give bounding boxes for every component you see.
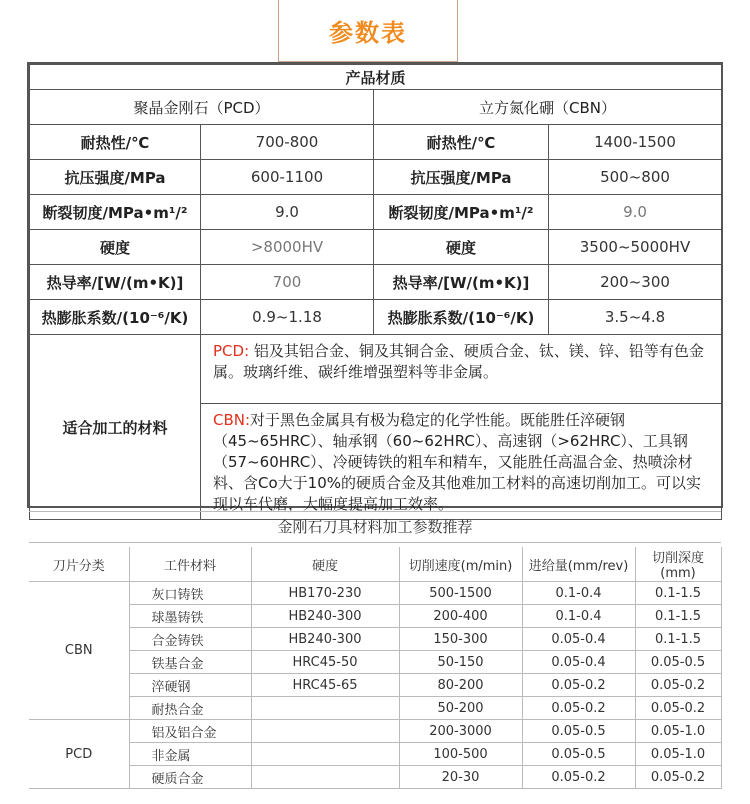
hardness-cell — [251, 743, 399, 766]
pcd-heading: 聚晶金刚石（PCD） — [30, 90, 374, 125]
table-row — [29, 651, 721, 674]
pcd-value: 600-1100 — [201, 160, 374, 195]
table-row — [29, 743, 721, 766]
feed-cell: 0.1-0.4 — [522, 582, 635, 605]
pcd-materials-text — [201, 335, 722, 404]
speed-cell: 80-200 — [399, 674, 522, 697]
table-row — [29, 605, 721, 628]
hardness-cell — [251, 720, 399, 743]
feed-cell: 0.05-0.2 — [522, 766, 635, 789]
cbn-heading: 立方氮化硼（CBN） — [374, 90, 722, 125]
column-header: 硬度 — [251, 547, 399, 582]
speed-cell: 100-500 — [399, 743, 522, 766]
pcd-value: 9.0 — [201, 195, 374, 230]
cbn-property: 耐热性/℃ — [374, 125, 549, 160]
table-row — [29, 582, 721, 605]
table-row — [29, 766, 721, 789]
cbn-value: 3.5~4.8 — [549, 300, 722, 335]
workpiece-cell: 合金铸铁 — [129, 628, 251, 651]
pcd-property: 断裂韧度/MPa•m¹/² — [30, 195, 201, 230]
pcd-value: 0.9~1.18 — [201, 300, 374, 335]
feed-cell: 0.05-0.5 — [522, 743, 635, 766]
cbn-description: 对于黑色金属具有极为稳定的化学性能。既能胜任淬硬钢（45~65HRC）、轴承钢（60~62HRC）、高速钢（>62HRC）、工具钢（57~60HRC）、冷硬铸铁的粗车和精车，又能胜任高温合金、热喷涂材料、含Co大于10%的硬质合金及其他难加工材料的高速切削加工。可以实现以车代磨，大幅度提高加工效率。 — [213, 411, 701, 513]
workpiece-cell: 耐热合金 — [129, 697, 251, 720]
column-header: 切削速度(m/min) — [399, 547, 522, 582]
feed-cell: 0.05-0.4 — [522, 651, 635, 674]
depth-cell: 0.05-0.5 — [635, 651, 721, 674]
feed-cell: 0.1-0.4 — [522, 605, 635, 628]
feed-cell: 0.05-0.2 — [522, 697, 635, 720]
feed-cell: 0.05-0.4 — [522, 628, 635, 651]
workpiece-cell: 铝及铝合金 — [129, 720, 251, 743]
pcd-value: 700-800 — [201, 125, 374, 160]
pcd-property: 热导率/[W/(m•K)] — [30, 265, 201, 300]
speed-cell: 500-1500 — [399, 582, 522, 605]
depth-cell: 0.05-0.2 — [635, 674, 721, 697]
cbn-value: 500~800 — [549, 160, 722, 195]
table-row — [29, 674, 721, 697]
pcd-property: 耐热性/℃ — [30, 125, 201, 160]
property-row — [30, 265, 722, 300]
pcd-prefix: PCD: — [213, 342, 250, 360]
table-row — [29, 697, 721, 720]
feed-cell: 0.05-0.5 — [522, 720, 635, 743]
pcd-description: 铝及其铝合金、铜及其铜合金、硬质合金、钛、镁、锌、铅等有色金属。玻璃纤维、碳纤维增强塑料等非金属。 — [213, 342, 704, 381]
property-row — [30, 230, 722, 265]
speed-cell: 50-200 — [399, 697, 522, 720]
column-header: 进给量(mm/rev) — [522, 547, 635, 582]
hardness-cell: HB240-300 — [251, 628, 399, 651]
speed-cell: 50-150 — [399, 651, 522, 674]
feed-cell: 0.05-0.2 — [522, 674, 635, 697]
speed-cell: 150-300 — [399, 628, 522, 651]
depth-cell: 0.05-0.2 — [635, 697, 721, 720]
pcd-value: >8000HV — [201, 230, 374, 265]
params-title: 金刚石刀具材料加工参数推荐 — [29, 511, 721, 543]
column-header: 刀片分类 — [29, 547, 129, 582]
workpiece-cell: 淬硬钢 — [129, 674, 251, 697]
cbn-materials-text — [201, 404, 722, 520]
property-row — [30, 300, 722, 335]
page-title: 参数表 — [329, 19, 407, 47]
category-cell: PCD — [29, 720, 129, 789]
category-cell: CBN — [29, 582, 129, 720]
hardness-cell: HB170-230 — [251, 582, 399, 605]
pcd-property: 抗压强度/MPa — [30, 160, 201, 195]
speed-cell: 200-400 — [399, 605, 522, 628]
property-row — [30, 195, 722, 230]
speed-cell: 200-3000 — [399, 720, 522, 743]
depth-cell: 0.05-0.2 — [635, 766, 721, 789]
pcd-property: 硬度 — [30, 230, 201, 265]
workpiece-cell: 灰口铸铁 — [129, 582, 251, 605]
cbn-property: 抗压强度/MPa — [374, 160, 549, 195]
column-header: 切削深度(mm) — [635, 547, 721, 582]
speed-cell: 20-30 — [399, 766, 522, 789]
cbn-property: 热导率/[W/(m•K)] — [374, 265, 549, 300]
depth-cell: 0.1-1.5 — [635, 605, 721, 628]
workpiece-cell: 铁基合金 — [129, 651, 251, 674]
cbn-value: 9.0 — [549, 195, 722, 230]
workpiece-cell: 硬质合金 — [129, 766, 251, 789]
pcd-value: 700 — [201, 265, 374, 300]
cbn-property: 硬度 — [374, 230, 549, 265]
depth-cell: 0.05-1.0 — [635, 743, 721, 766]
hardness-cell: HRC45-65 — [251, 674, 399, 697]
material-table — [29, 64, 722, 520]
hardness-cell — [251, 766, 399, 789]
property-row — [30, 125, 722, 160]
hardness-cell: HB240-300 — [251, 605, 399, 628]
workpiece-cell: 球墨铸铁 — [129, 605, 251, 628]
cbn-property: 断裂韧度/MPa•m¹/² — [374, 195, 549, 230]
depth-cell: 0.1-1.5 — [635, 582, 721, 605]
workpiece-cell: 非金属 — [129, 743, 251, 766]
material-header: 产品材质 — [30, 65, 722, 90]
hardness-cell — [251, 697, 399, 720]
depth-cell: 0.05-1.0 — [635, 720, 721, 743]
table-row — [29, 720, 721, 743]
cbn-prefix: CBN: — [213, 411, 251, 429]
suitable-materials-label: 适合加工的材料 — [30, 335, 201, 520]
column-header: 工件材料 — [129, 547, 251, 582]
hardness-cell: HRC45-50 — [251, 651, 399, 674]
params-table — [29, 547, 722, 789]
table-row — [29, 628, 721, 651]
cbn-value: 1400-1500 — [549, 125, 722, 160]
depth-cell: 0.1-1.5 — [635, 628, 721, 651]
pcd-property: 热膨胀系数/(10⁻⁶/K) — [30, 300, 201, 335]
cbn-property: 热膨胀系数/(10⁻⁶/K) — [374, 300, 549, 335]
cbn-value: 3500~5000HV — [549, 230, 722, 265]
title-box — [278, 0, 458, 62]
cbn-value: 200~300 — [549, 265, 722, 300]
property-row — [30, 160, 722, 195]
